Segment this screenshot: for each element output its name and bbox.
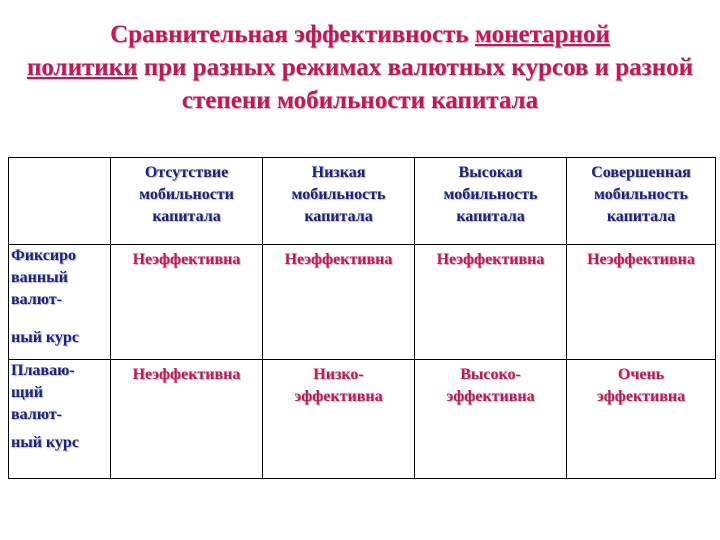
row-label-line: Фиксиро [11, 247, 76, 264]
row-label-fixed-rate [9, 245, 111, 360]
column-header-low-mobility: Низкая мобильность капитала [263, 158, 415, 245]
row-label-line: валют- [11, 406, 62, 423]
cell-value: Неэффективна [567, 245, 716, 360]
cell-value: Неэффективна [415, 245, 567, 360]
row-label-floating-rate [9, 360, 111, 479]
title-part-2: монетарной [474, 21, 610, 48]
title-part-1: Сравнительная эффективность [110, 21, 475, 48]
column-header-high-mobility: Высокая мобильность капитала [415, 158, 567, 245]
cell-value: Низко-эффективна [263, 360, 415, 479]
title-part-4: при разных режимах валютных курсов и разной степени мобильности капитала [137, 54, 694, 114]
row-label-line: ный курс [11, 434, 79, 451]
table-header-row [9, 158, 716, 245]
column-header-no-mobility: Отсутствие мобильности капитала [111, 158, 263, 245]
table-row-fixed-rate [9, 245, 716, 360]
comparison-table [8, 157, 716, 479]
cell-value: Высоко-эффективна [415, 360, 567, 479]
row-label-line: ванный [11, 269, 68, 286]
row-label-line: Плаваю- [11, 362, 75, 379]
table-corner-cell [9, 158, 111, 245]
row-label-line: валют- [11, 291, 62, 308]
row-label-line: ный курс [11, 329, 79, 346]
cell-value: Неэффективна [263, 245, 415, 360]
cell-value: Неэффективна [111, 360, 263, 479]
slide-title [20, 18, 700, 117]
cell-value: Очень эффективна [567, 360, 716, 479]
row-label-line: щий [11, 384, 43, 401]
cell-value: Неэффективна [111, 245, 263, 360]
title-part-3: политики [26, 54, 138, 81]
column-header-perfect-mobility: Совершенная мобильность капитала [567, 158, 716, 245]
table-row-floating-rate [9, 360, 716, 479]
